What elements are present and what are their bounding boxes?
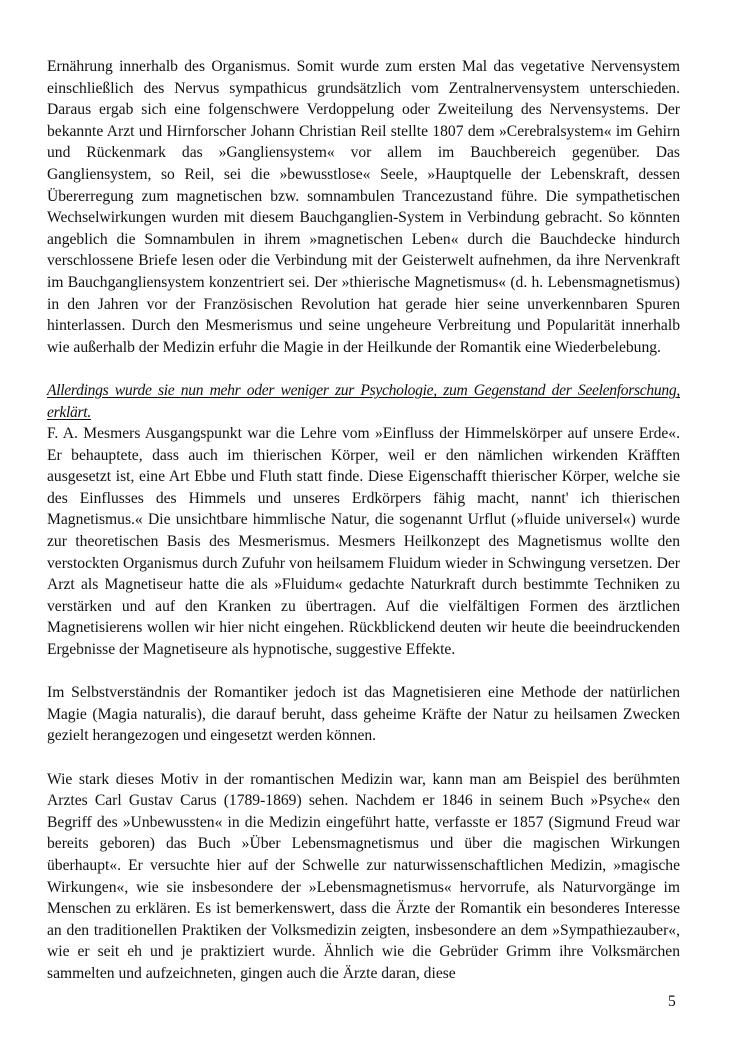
paragraph-carus: Wie stark dieses Motiv in der romantischen Medizin war, kann man am Beispiel des berühmten Arztes Carl Gustav Carus (1789-1869) sehen. Nachdem er 1846 in seinem Buch »Psyche« den Begriff des »Unbewussten« in die Medizin eingeführt hatte, verfasste er 1857 (Sigmund Freud war bereits geboren) das Buch »Über Lebensmagnetismus und über die magischen Wirkungen überhaupt«. Er versuchte hier auf der Schwelle zur naturwissenschaftlichen Medizin, »magische Wirkungen«, wie sie insbesondere der »Lebensmagnetismus« hervorrufe, als Naturvorgänge im Menschen zu erklären. Es ist bemerkenswert, dass die Ärzte der Romantik ein besonderes Interesse an den traditionellen Praktiken der Volksmedizin zeigten, insbesondere an dem »Sympathiezauber«, wie er seit eh und je praktiziert wurde. Ähnlich wie die Gebrüder Grimm ihre Volksmärchen sammelten und aufzeichneten, gingen auch die Ärzte daran, diese bbox=[47, 770, 680, 982]
page-number: 5 bbox=[668, 993, 676, 1010]
paragraph-spacer bbox=[47, 747, 680, 769]
paragraph-nervous-system: Ernährung innerhalb des Organismus. Somit wurde zum ersten Mal das vegetative Nervensystem einschließlich des Nervus sympathicus grundsätzlich vom Zentralnervensystem unterschieden. Daraus ergab sich eine folgenschwere Verdoppelung oder Zweiteilung des Nervensystems. Der bekannte Arzt und Hirnforscher Johann Christian Reil stellte 1807 dem »Cerebralsystem« im Gehirn und Rückenmark das »Gangliensystem« vor allem im Bauchbereich gegenüber. Das Gangliensystem, so Reil, sei die »bewusstlose« Seele, »Hauptquelle der Lebenskraft, dessen Übererregung zum magnetischen bzw. somnambulen Trancezustand führe. Die sympathetischen Wechselwirkungen wurden mit diesem Bauchganglien-System in Verbindung gebracht. So könnten angeblich die Somnambulen in ihrem »magnetischen Leben« durch die Bauchdecke hindurch verschlossene Briefe lesen oder die Verbindung mit der Geisterwelt aufnehmen, da ihre Nervenkraft im Bauchgangliensystem konzentriert sei. Der »thierische Magnetismus« (d. h. Lebensmagnetismus) in den Jahren vor der Französischen Revolution hat gerade hier seine unverkennbaren Spuren hinterlassen. Durch den Mesmerismus und seine ungeheure Verbreitung und Popularität innerhalb wie außerhalb der Medizin erfuhr die Magie in der Heilkunde der Romantik eine Wiederbelebung. bbox=[47, 58, 680, 356]
paragraph-spacer bbox=[47, 661, 680, 683]
document-page bbox=[47, 56, 680, 985]
paragraph-mesmer: F. A. Mesmers Ausgangspunkt war die Lehre vom »Einfluss der Himmelskörper auf unsere Erde«. Er behauptete, dass auch im thierischen Körper, weil er den nämlichen wirkenden Kräfften ausgesetzt ist, eine Art Ebbe und Fluth statt finde. Diese Eigenschafft thierischer Körper, welche sie des Einflusses des Himmels und unseres Erdkörpers fähig macht, nannt' ich thierischen Magnetismus.« Die unsichtbare himmlische Natur, die sogenannt Urflut (»fluide universel«) wurde zur theoretischen Basis des Mesmerismus. Mesmers Heilkonzept des Magnetismus wollte den verstockten Organismus durch Zufuhr von heilsamem Fluidum wieder in Schwingung versetzen. Der Arzt als Magnetiseur hatte die als »Fluidum« gedachte Naturkraft durch bestimmte Techniken zu verstärken und auf den Kranken zu übertragen. Auf die vielfältigen Formen des ärztlichen Magnetisierens wollen wir hier nicht eingehen. Rückblickend deuten wir heute die beeindruckenden Ergebnisse der Magnetiseure als hypnotische, suggestive Effekte. bbox=[47, 425, 680, 659]
paragraph-spacer bbox=[47, 358, 680, 380]
section-heading: Allerdings wurde sie nun mehr oder weniger zur Psychologie, zum Gegenstand der Seelenforschung, erklärt. bbox=[47, 381, 680, 421]
paragraph-natural-magic: Im Selbstverständnis der Romantiker jedoch ist das Magnetisieren eine Methode der natürlichen Magie (Magia naturalis), die darauf beruht, dass geheime Kräfte der Natur zu heilsamen Zwecken gezielt herangezogen und eingesetzt werden können. bbox=[47, 684, 680, 745]
